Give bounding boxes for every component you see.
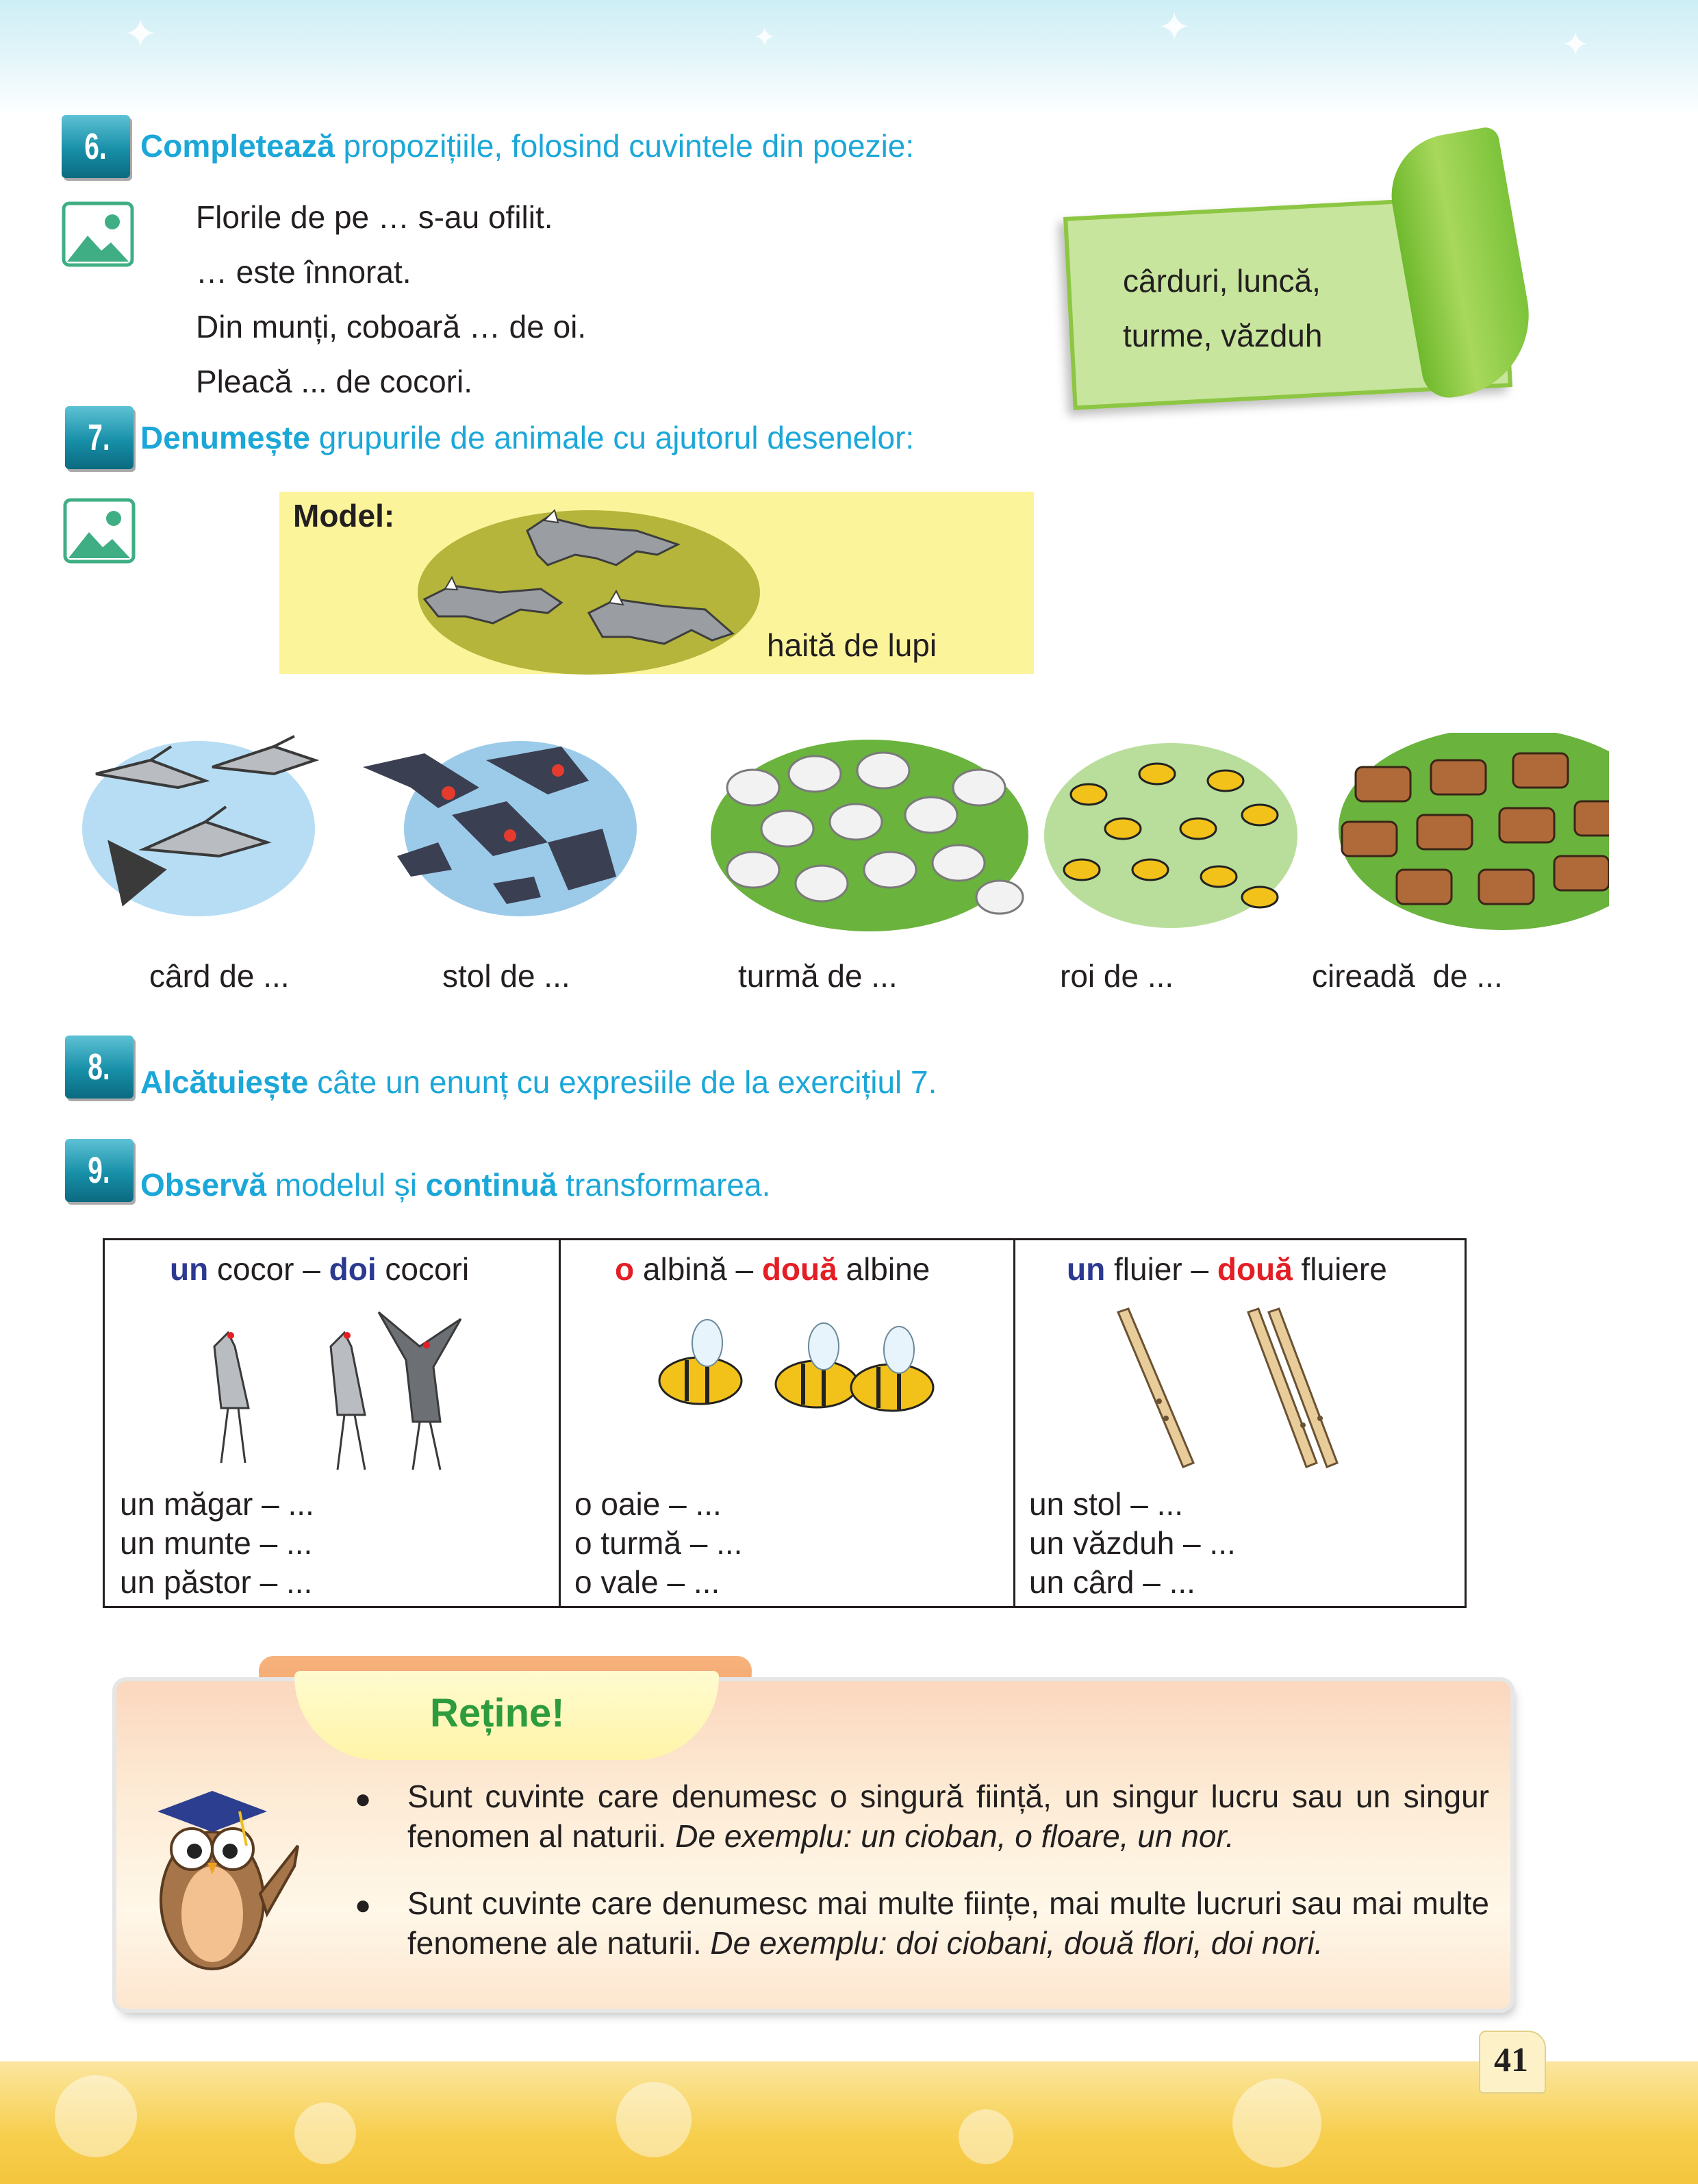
flutes-illustration bbox=[1098, 1305, 1385, 1477]
table-header: un fluier – două fluiere bbox=[1067, 1251, 1387, 1287]
cows-group bbox=[1339, 733, 1609, 930]
model-caption: haită de lupi bbox=[767, 627, 937, 663]
animal-groups-illustration bbox=[68, 733, 1609, 938]
exercise-7-badge: 7. bbox=[65, 406, 134, 469]
image-icon bbox=[62, 201, 134, 267]
table-header: un cocor – doi cocori bbox=[170, 1251, 470, 1287]
cranes-illustration bbox=[173, 1305, 502, 1477]
swallows-group bbox=[363, 741, 637, 916]
caption-turma: turmă de ... bbox=[738, 958, 898, 994]
exercise-6-instruction: Completează propozițiile, folosind cuvintele din poezie: bbox=[140, 128, 915, 164]
top-decorative-band bbox=[0, 0, 1698, 116]
caption-roi: roi de ... bbox=[1060, 958, 1174, 994]
sparkle-icon: ✦ bbox=[753, 23, 776, 53]
ex6-sentence: Florile de pe … s-au ofilit. bbox=[196, 199, 553, 235]
retine-item: Sunt cuvinte care denumesc o singură ființă, un singur lucru sau un singur fenomen al naturii. De exemplu: un cioban, o floare, un nor. bbox=[407, 1779, 1489, 1854]
exercise-8-badge: 8. bbox=[65, 1035, 134, 1099]
exercise-9-badge: 9. bbox=[65, 1139, 134, 1202]
caption-cireada: cireadă de ... bbox=[1312, 958, 1503, 994]
cranes-group bbox=[82, 736, 315, 916]
exercise-9-instruction: Observă modelul și continuă transformarea. bbox=[140, 1167, 771, 1203]
ex6-sentence: Pleacă ... de cocori. bbox=[196, 364, 472, 399]
caption-stol: stol de ... bbox=[442, 958, 570, 994]
retine-title: Reține! bbox=[430, 1691, 565, 1735]
exercise-6-badge: 6. bbox=[62, 115, 130, 178]
table-header: o albină – două albine bbox=[615, 1251, 930, 1287]
image-icon bbox=[63, 498, 136, 564]
exercise-8-instruction: Alcătuiește câte un enunț cu expresiile de la exercițiul 7. bbox=[140, 1064, 937, 1100]
transformation-table bbox=[103, 1238, 1467, 1608]
bottom-decorative-band bbox=[0, 2061, 1698, 2184]
table-cell-column-2: o oaie – ... o turmă – ... o vale – ... bbox=[574, 1486, 743, 1600]
bullet-icon: ● bbox=[355, 1890, 372, 1920]
table-cell-column-1: un măgar – ... un munte – ... un păstor – ... bbox=[120, 1486, 314, 1600]
word-bank: cârduri, luncă, turme, văzduh bbox=[1123, 263, 1323, 353]
bees-illustration bbox=[646, 1316, 974, 1446]
owl-icon bbox=[137, 1777, 308, 1983]
sparkle-icon: ✦ bbox=[1157, 4, 1192, 50]
wolves-illustration bbox=[411, 490, 767, 688]
sparkle-icon: ✦ bbox=[1561, 25, 1590, 64]
bees-group bbox=[1044, 743, 1297, 928]
table-cell-column-3: un stol – ... un văzduh – ... un cârd – ... bbox=[1029, 1486, 1236, 1600]
ex6-sentence: … este înnorat. bbox=[196, 254, 411, 290]
page-number: 41 bbox=[1494, 2040, 1528, 2079]
retine-item: Sunt cuvinte care denumesc mai multe ființe, mai multe lucruri sau mai multe fenomene ale naturii. De exemplu: doi ciobani, două flori, doi nori. bbox=[407, 1885, 1489, 1961]
bullet-icon: ● bbox=[355, 1784, 372, 1814]
ex6-sentence: Din munți, coboară … de oi. bbox=[196, 309, 587, 344]
sparkle-icon: ✦ bbox=[123, 11, 158, 57]
caption-card: cârd de ... bbox=[149, 958, 290, 994]
model-label: Model: bbox=[293, 498, 395, 534]
exercise-7-instruction: Denumește grupurile de animale cu ajutorul desenelor: bbox=[140, 420, 915, 455]
sheep-group bbox=[711, 740, 1028, 931]
